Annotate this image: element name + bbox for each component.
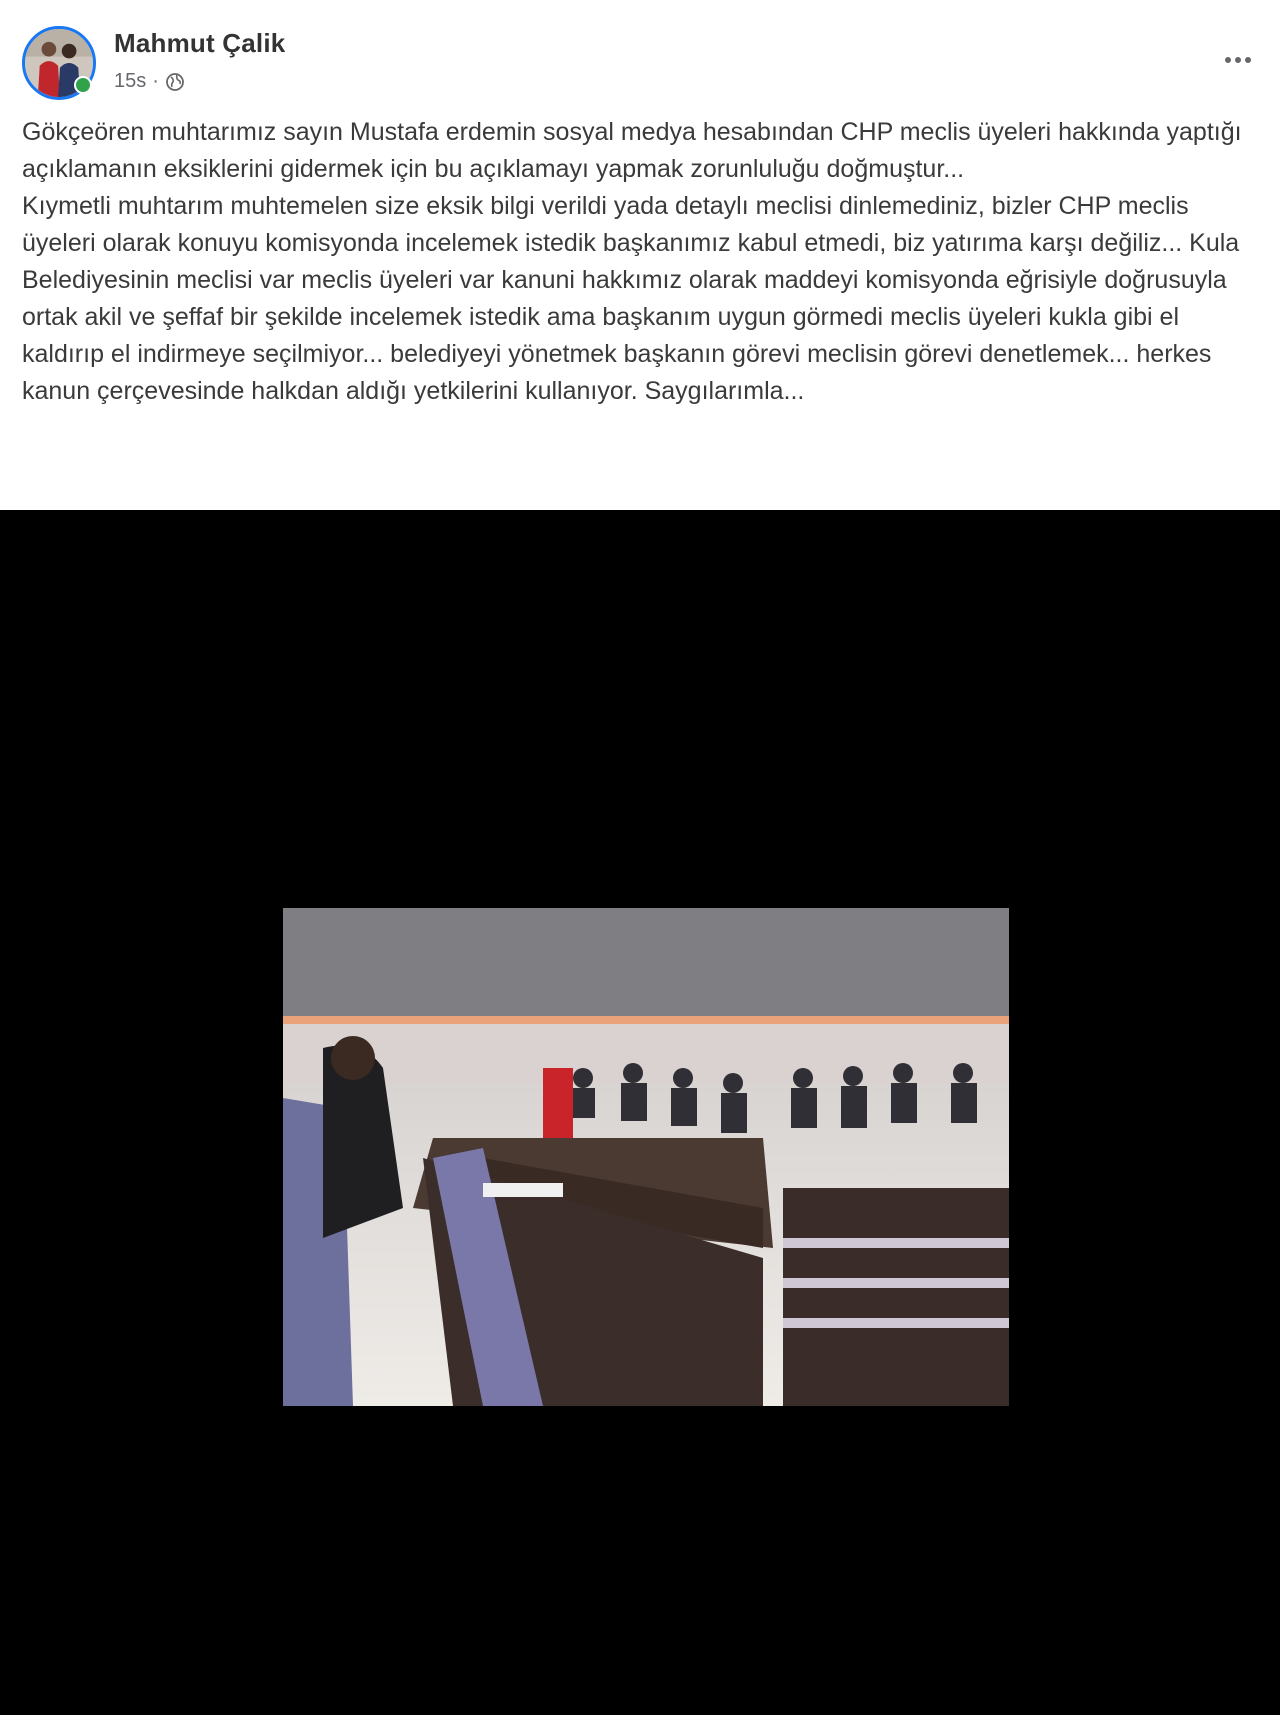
post-photo[interactable] xyxy=(283,908,1009,1406)
more-horizontal-icon xyxy=(1245,57,1251,63)
post-media[interactable] xyxy=(0,510,1280,1715)
post-meta xyxy=(114,70,185,93)
avatar[interactable] xyxy=(22,26,96,100)
more-horizontal-icon xyxy=(1235,57,1241,63)
post-timestamp[interactable]: 15s xyxy=(114,70,147,92)
online-status-indicator xyxy=(74,76,92,94)
meeting-room-photo xyxy=(283,908,1009,1406)
meta-separator: · xyxy=(152,70,159,92)
post-text: Gökçeören muhtarımız sayın Mustafa erdemin sosyal medya hesabından CHP meclis üyeleri hakkında yaptığı açıklamanın eksiklerini gidermek için bu açıklamayı yapmak zorunluluğu doğmuştur... Kıymetli muhtarım muhtemelen size eksik bilgi verildi yada detaylı meclisi dinlemediniz, bizler CHP meclis üyeleri olarak konuyu komisyonda incelemek istedik başkanımız kabul etmedi, biz yatırıma karşı değiliz... Kula Belediyesinin meclisi var meclis üyeleri var kanuni hakkımız olarak maddeyi komisyonda eğrisiyle doğrusuyla ortak akil ve şeffaf bir şekilde incelemek istedik ama başkanım uygun görmedi meclis üyeleri kukla gibi el kaldırıp el indirmeye seçilmiyor... belediyeyi yönetmek başkanın görevi meclisin görevi denetlemek... herkes kanun çerçevesinde halkdan aldığı yetkilerini kullanıyor. Saygılarımla... xyxy=(22,118,1242,405)
more-horizontal-icon xyxy=(1225,57,1231,63)
globe-icon[interactable] xyxy=(165,72,185,92)
more-options-button[interactable] xyxy=(1218,48,1258,72)
post-header xyxy=(0,0,1280,510)
author-name[interactable]: Mahmut Çalik xyxy=(114,28,286,58)
